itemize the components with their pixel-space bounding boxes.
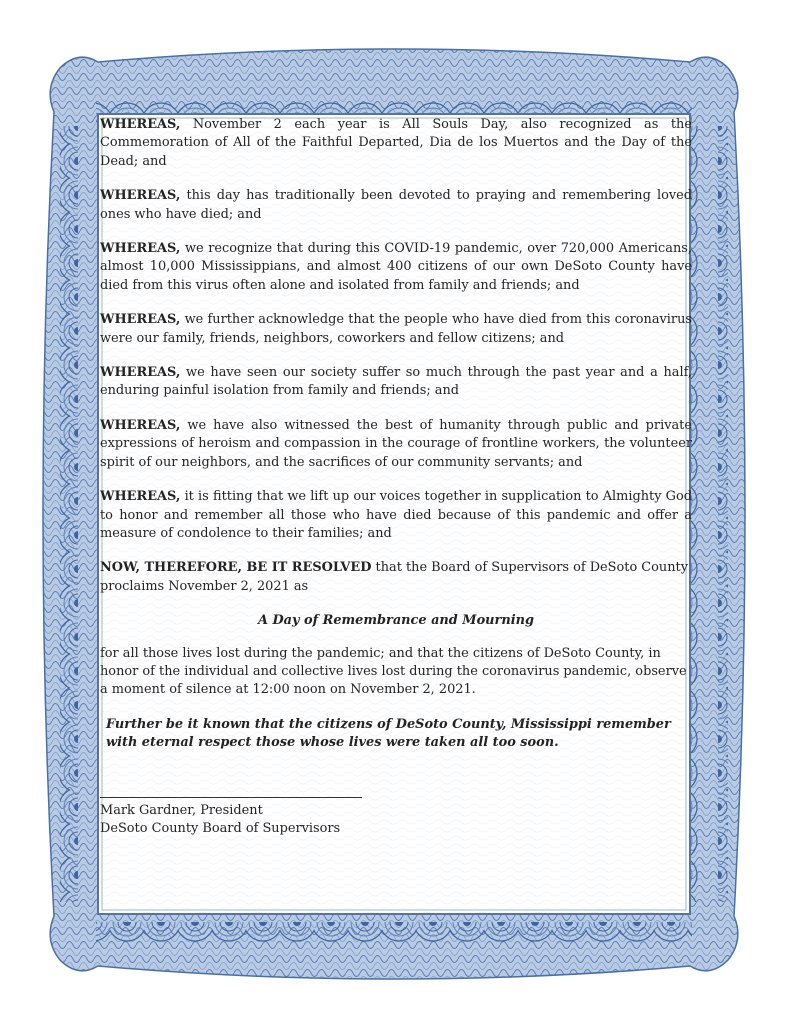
clause-2: WHEREAS, this day has traditionally been devoted to praying and remembering loved ones who have died; and [100,188,692,222]
clause-3: WHEREAS, we recognize that during this COVID-19 pandemic, over 720,000 Americans, almost 10,000 Mississippians, and almost 400 citizens of our own DeSoto County have died from this virus often alone and isolated from family and friends; and [100,241,692,293]
proclamation-body [100,116,692,912]
clause-7: WHEREAS, it is fitting that we lift up our voices together in supplication to Almighty God to honor and remember all those who have died because of this pandemic and offer a measure of condolence to their families; and [100,489,692,541]
signatory-name: Mark Gardner, President [100,802,263,818]
clause-6: WHEREAS, we have also witnessed the best of humanity through public and private expressions of heroism and compassion in the courage of frontline workers, the volunteer spirit of our neighbors, and the sacrifices of our community servants; and [100,417,692,470]
clause-4: WHEREAS, we further acknowledge that the people who have died from this coronavirus were our family, friends, neighbors, coworkers and fellow citizens; and [100,312,692,346]
signature-line [100,797,362,798]
day-title: A Day of Remembrance and Mourning [257,613,534,629]
closing-statement: Further be it known that the citizens of DeSoto County, Mississippi remember with eternal respect those whose lives were taken all too soon. [106,716,671,751]
signatory-org: DeSoto County Board of Supervisors [100,820,341,836]
resolution: NOW, THEREFORE, BE IT RESOLVED that the Board of Supervisors of DeSoto County proclaims November 2, 2021 as [100,560,688,594]
clause-5: WHEREAS, we have seen our society suffer so much through the past year and a half, enduring painful isolation from family and friends; and [100,365,692,399]
clause-1: WHEREAS, November 2 each year is All Souls Day, also recognized as the Commemoration of All of the Faithful Departed, Dia de los Muertos and the Day of the Dead; and [100,117,692,169]
resolution-continued: for all those lives lost during the pandemic; and that the citizens of DeSoto County, in honor of the individual and collective lives lost during the coronavirus pandemic, observe a moment of silence at 12:00 noon on November 2, 2021. [100,645,687,698]
